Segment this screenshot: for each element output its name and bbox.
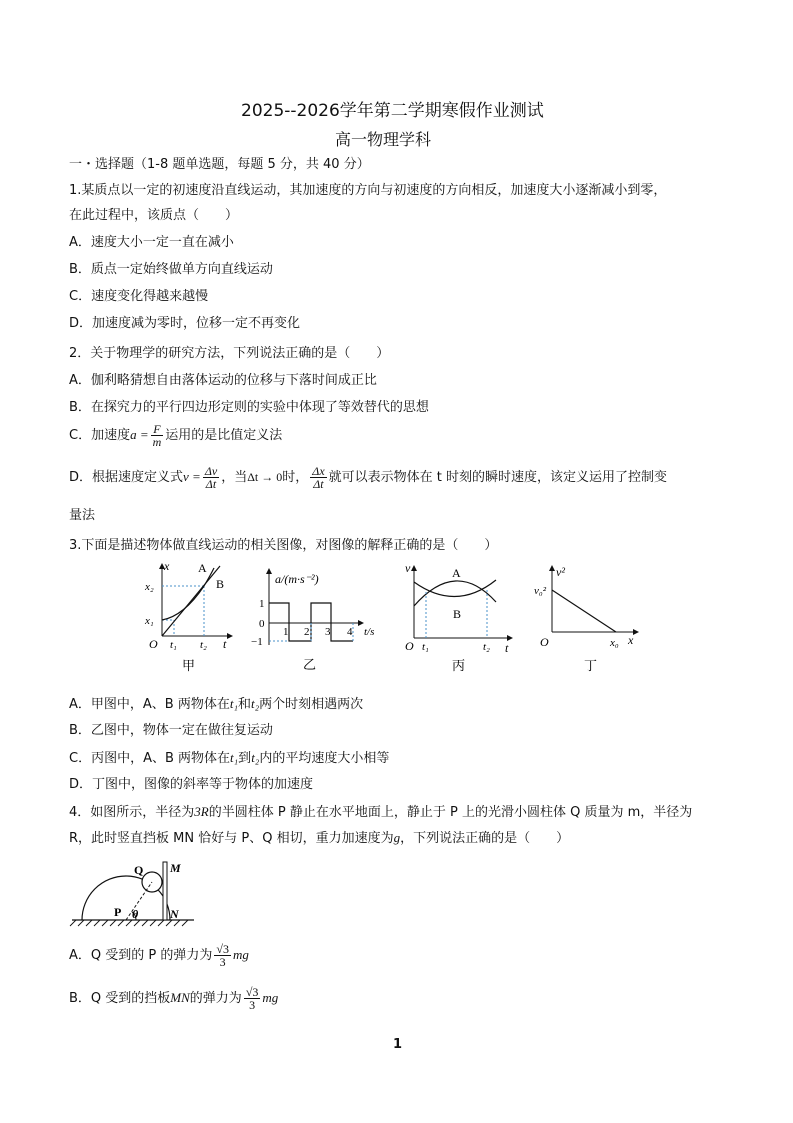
q3-a-t2: t₂ (251, 696, 260, 711)
ding-y-label: v² (556, 565, 565, 579)
yi-x-2: 2 (304, 626, 310, 638)
bing-label-a: A (452, 566, 461, 580)
board-mn (163, 862, 167, 920)
yi-tick-1: 1 (259, 598, 265, 610)
q2-option-b: B．在探究力的平行四边形定则的实验中体现了等效替代的思想 (69, 400, 429, 415)
q2-option-c-pre: C．加速度 (69, 428, 131, 443)
q4-g: g (393, 830, 401, 845)
q4-b-num: √3 (245, 985, 259, 999)
q1-option-c: C．速度变化得越来越慢 (69, 289, 209, 304)
q2-formula-fraction (151, 423, 164, 448)
bing-y-label: v (405, 561, 411, 575)
q2-d-fraction-2 (310, 465, 326, 490)
bing-label-b: B (453, 607, 462, 621)
q2-option-d-pre: D．根据速度定义式 (69, 470, 184, 485)
label-m: M (170, 861, 181, 875)
q3-a-t1: t₁ (229, 696, 238, 711)
bing-origin: O (405, 639, 414, 653)
q1-stem-line2: 在此过程中，该质点（ ） (69, 208, 239, 223)
q3-option-c (69, 750, 389, 767)
yi-tick-0: 0 (259, 618, 265, 630)
page-subtitle: 高一物理学科 (335, 130, 432, 149)
jia-t2: t₂ (200, 639, 207, 651)
q4-a-mg: mg (232, 947, 249, 962)
jia-x1-label: x₁ (145, 615, 154, 627)
q1-option-a: A．速度大小一定一直在减小 (69, 235, 234, 250)
q2-option-c (69, 420, 282, 451)
ding-v0sq: v₀² (534, 585, 547, 597)
figure-jia (140, 558, 240, 673)
q4-a-fraction (214, 943, 231, 968)
q4-a-den: 3 (219, 955, 226, 969)
ding-x0: x₀ (610, 637, 619, 649)
q2-formula-lhs: a = (130, 427, 149, 442)
q4-a-pre: A．Q 受到的 P 的弹力为 (69, 948, 213, 963)
bing-t2: t₂ (483, 641, 490, 653)
jia-caption: 甲 (182, 658, 196, 673)
q2-d-num2: Δx (312, 464, 325, 478)
q2-d-fraction-1 (203, 465, 219, 490)
q2-d-den1: Δt (205, 477, 217, 491)
q2-frac-num: F (151, 423, 164, 436)
bing-caption: 丙 (452, 658, 466, 673)
jia-origin: O (149, 637, 158, 651)
q3-c-t1: t₁ (230, 750, 239, 765)
q2-d-mid2: 时， (282, 470, 309, 485)
jia-y-label: x (164, 559, 170, 573)
figure-semicylinder (68, 858, 198, 928)
label-n: N (170, 907, 179, 921)
jia-line-a (162, 566, 220, 636)
q2-option-d (69, 462, 667, 493)
q1-stem-line1: 1.某质点以一定的初速度沿直线运动，其加速度的方向与初速度的方向相反，加速度大小逐渐减小到零， (69, 183, 667, 198)
q4-b-fraction (244, 986, 261, 1011)
jia-label-b: B (216, 577, 225, 591)
q4-b-pre: B．Q 受到的挡板 (69, 991, 171, 1006)
ding-x-label: x (628, 633, 634, 647)
q2-stem: 2．关于物理学的研究方法，下列说法正确的是（ ） (69, 346, 390, 361)
q4-b-mid: 的弹力为 (189, 991, 242, 1006)
q4-l1-pre: 4．如图所示，半径为 (69, 805, 195, 820)
label-theta: θ (132, 907, 139, 921)
q2-frac-den: m (152, 435, 162, 449)
yi-x-label: t/s (364, 626, 375, 638)
q4-stem-line2 (69, 830, 569, 847)
q4-a-num: √3 (216, 942, 229, 956)
q1-option-b: B．质点一定始终做单方向直线运动 (69, 262, 273, 277)
q3-stem: 3.下面是描述物体做直线运动的相关图像，对图像的解释正确的是（ ） (69, 538, 498, 553)
section-heading: 一・选择题（1-8 题单选题，每题 5 分，共 40 分） (69, 157, 370, 172)
q4-l1-post: 的半圆柱体 P 静止在水平地面上，静止于 P 上的光滑小圆柱体 Q 质量为 m，半径为 (208, 805, 693, 820)
label-p: P (114, 905, 122, 919)
q4-b-mn: MN (170, 990, 190, 1005)
q4-b-mg: mg (262, 990, 279, 1005)
q3-a-post: 两个时刻相遇两次 (259, 697, 364, 712)
q2-d-num1: Δv (204, 464, 218, 478)
bing-x-label: t (505, 641, 509, 655)
q2-d-den2: Δt (313, 477, 324, 491)
q2-d-mid: ，当 (221, 470, 248, 485)
q3-option-b: B．乙图中，物体一定在做往复运动 (69, 723, 273, 738)
bing-t1: t₁ (422, 641, 429, 653)
q3-c-pre: C．丙图中，A、B 两物体在 (69, 751, 231, 766)
q4-b-den: 3 (249, 998, 256, 1012)
q2-option-d-line2: 量法 (69, 508, 96, 523)
q2-d-post: 就可以表示物体在 t 时刻的瞬时速度，该定义运用了控制变 (328, 470, 668, 485)
page-title: 2025--2026学年第二学期寒假作业测试 (241, 101, 544, 121)
q3-option-d: D．丁图中，图像的斜率等于物体的加速度 (69, 777, 314, 792)
yi-x-3: 3 (325, 626, 331, 638)
q2-option-a: A．伽利略猜想自由落体运动的位移与下落时间成正比 (69, 373, 377, 388)
page-number: 1 (393, 1037, 403, 1052)
q2-option-c-post: 运用的是比值定义法 (165, 428, 283, 443)
q4-l2-pre: R，此时竖直挡板 MN 恰好与 P、Q 相切，重力加速度为 (69, 831, 394, 846)
q4-l2-post: ，下列说法正确的是（ ） (400, 831, 570, 846)
q3-a-mid: 和 (237, 697, 251, 712)
q3-c-t2: t₂ (251, 750, 260, 765)
q4-option-b (69, 983, 278, 1014)
jia-t1: t₁ (170, 639, 177, 651)
ding-line (552, 590, 616, 632)
jia-x2-label: x₂ (145, 581, 154, 593)
ding-caption: 丁 (584, 658, 598, 673)
yi-x-1: 1 (283, 626, 289, 638)
yi-x-4: 4 (347, 626, 353, 638)
q4-option-a (69, 940, 249, 971)
q3-option-a (69, 696, 363, 713)
label-q: Q (134, 863, 144, 877)
jia-curve-b (162, 568, 214, 620)
q3-c-post: 内的平均速度大小相等 (259, 751, 390, 766)
q1-option-d: D．加速度减为零时，位移一定不再变化 (69, 316, 301, 331)
yi-tick-m1: −1 (251, 636, 263, 648)
q4-3r: 3R (194, 804, 209, 819)
q2-d-formula-lhs: v = (183, 469, 201, 484)
q3-a-pre: A．甲图中，A、B 两物体在 (69, 697, 230, 712)
ding-origin: O (540, 635, 549, 649)
yi-y-label: a/(m·s⁻²) (275, 572, 319, 586)
q2-d-limit: Δt → 0 (247, 470, 283, 484)
q4-stem-line1 (69, 804, 692, 821)
jia-label-a: A (198, 561, 207, 575)
figure-ding (530, 562, 645, 673)
figure-bing (400, 560, 520, 673)
yi-caption: 乙 (303, 657, 317, 672)
jia-t-axis: t (223, 637, 227, 651)
figure-yi (251, 565, 385, 673)
q3-c-mid: 到 (238, 751, 252, 766)
